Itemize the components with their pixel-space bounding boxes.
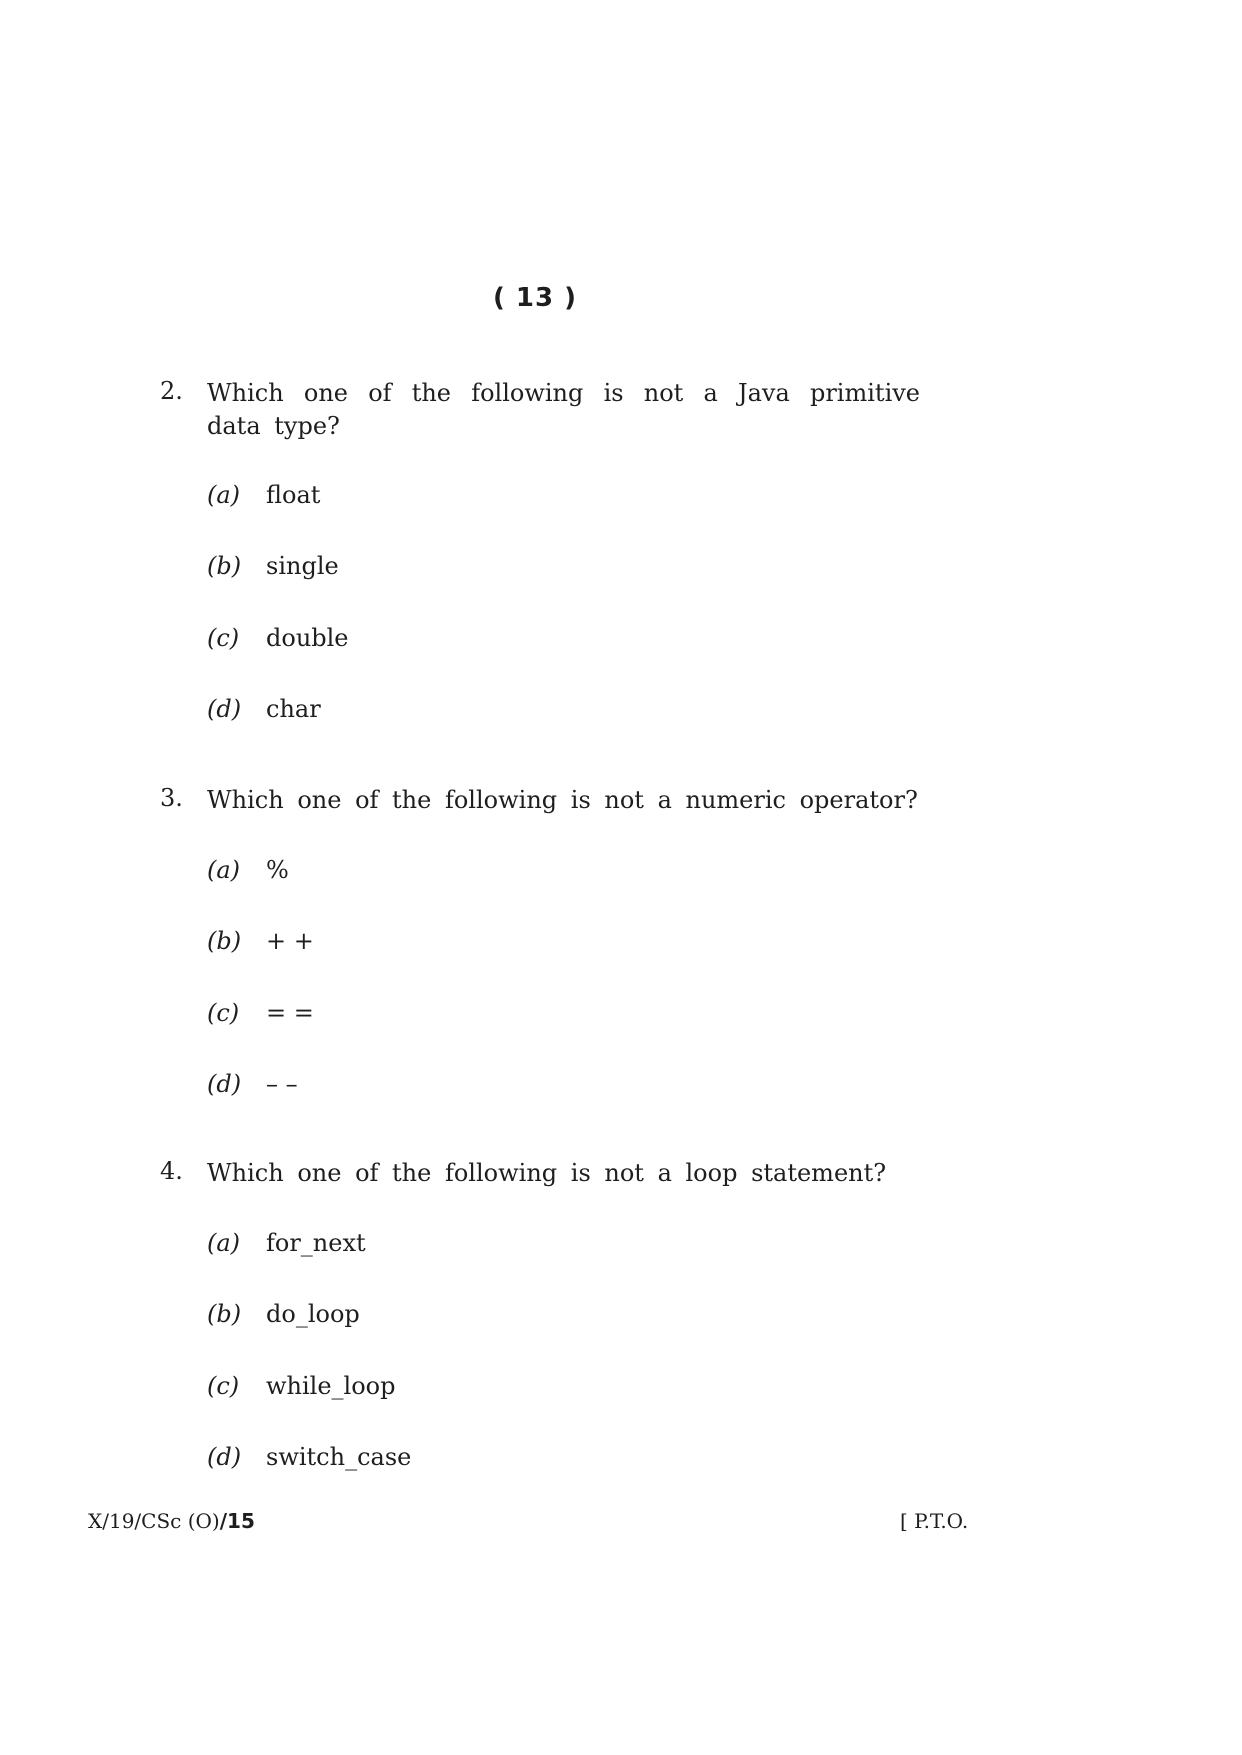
option-text: – –: [266, 1070, 298, 1098]
option-d: [207, 1443, 411, 1471]
question-text: Which one of the following is not a numeric operator?: [207, 786, 918, 814]
option-c: [207, 999, 314, 1027]
question-number: 3.: [160, 784, 183, 812]
option-text: while_loop: [266, 1372, 396, 1400]
option-a: [207, 481, 320, 509]
option-text: switch_case: [266, 1443, 412, 1471]
option-letter: (a): [207, 856, 241, 884]
option-text: single: [266, 552, 339, 580]
pto-label: [ P.T.O.: [900, 1509, 969, 1533]
option-b: [207, 1300, 360, 1328]
option-letter: (d): [207, 1070, 242, 1098]
paper-code-bold: /15: [219, 1509, 255, 1533]
option-letter: (d): [207, 695, 242, 723]
option-letter: (d): [207, 1443, 242, 1471]
option-text: %: [266, 856, 289, 884]
question-number: 2.: [160, 377, 183, 405]
page-number: ( 13 ): [492, 283, 578, 313]
option-text: = =: [266, 999, 314, 1027]
question-text: Which one of the following is not a loop statement?: [207, 1159, 887, 1187]
option-letter: (a): [207, 481, 241, 509]
option-text: + +: [266, 927, 314, 955]
option-text: for_next: [266, 1229, 366, 1257]
option-letter: (b): [207, 552, 242, 580]
option-d: [207, 695, 321, 723]
option-letter: (b): [207, 927, 242, 955]
option-d: [207, 1070, 298, 1098]
option-text: double: [266, 624, 349, 652]
option-c: [207, 624, 349, 652]
option-letter: (b): [207, 1300, 242, 1328]
paper-code-text: X/19/CSc (O): [88, 1509, 220, 1533]
option-letter: (c): [207, 624, 240, 652]
option-text: float: [266, 481, 321, 509]
option-b: [207, 552, 339, 580]
option-text: do_loop: [266, 1300, 360, 1328]
question-text: Which one of the following is not a Java primitive data type?: [207, 379, 920, 440]
question-number: 4.: [160, 1157, 183, 1185]
option-c: [207, 1372, 396, 1400]
option-letter: (c): [207, 999, 240, 1027]
option-letter: (a): [207, 1229, 241, 1257]
option-a: [207, 1229, 366, 1257]
option-text: char: [266, 695, 321, 723]
option-a: [207, 856, 289, 884]
option-letter: (c): [207, 1372, 240, 1400]
paper-code: [88, 1509, 255, 1533]
option-b: [207, 927, 314, 955]
